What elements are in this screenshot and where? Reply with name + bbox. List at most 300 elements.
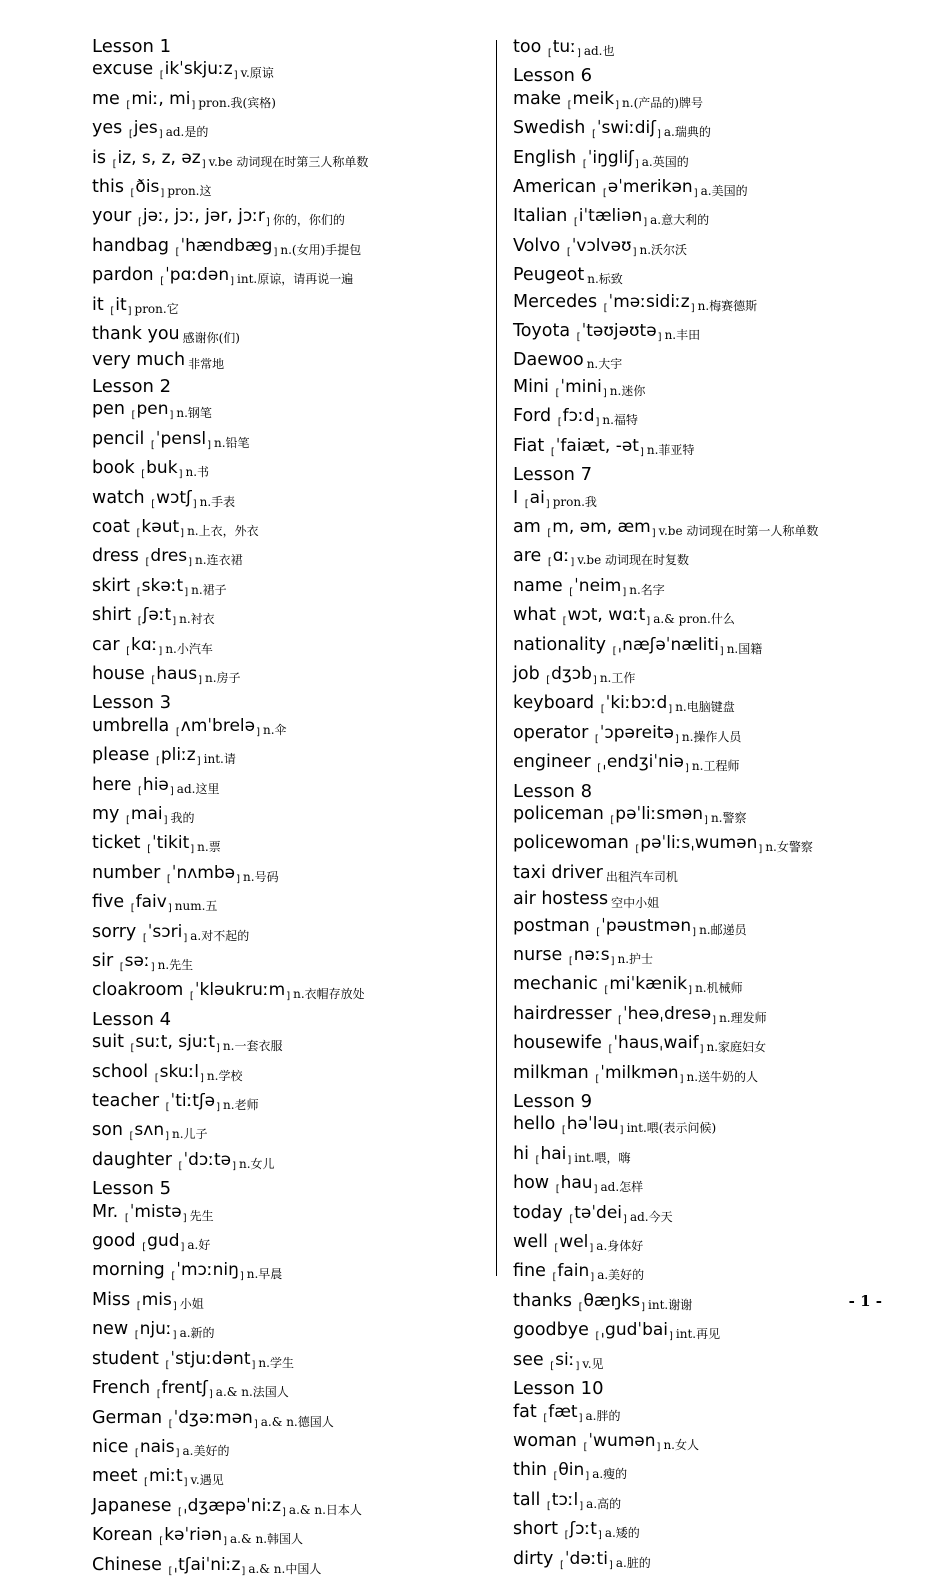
- vocab-meaning: pron.这: [167, 184, 212, 199]
- vocab-phonetic: [ kɑː ]: [125, 635, 162, 655]
- vocab-entry: [513, 1548, 933, 1577]
- column-divider: [496, 40, 497, 1276]
- vocab-meaning: n.菲亚特: [646, 442, 695, 457]
- vocab-meaning: n.电脑键盘: [675, 700, 735, 715]
- vocab-phonetic: [ faiv ]: [130, 892, 172, 912]
- vocab-word: skirt: [92, 575, 131, 596]
- vocab-entry: [513, 1260, 933, 1289]
- vocab-entry: [513, 1172, 933, 1201]
- vocab-entry: [513, 1401, 933, 1430]
- vocab-entry: [92, 921, 492, 950]
- vocab-meaning: n.女警察: [765, 840, 813, 855]
- vocab-word: nurse: [513, 945, 563, 965]
- vocab-meaning: v.原谅: [240, 66, 274, 81]
- vocab-entry: [92, 487, 492, 516]
- vocab-word: woman: [513, 1430, 577, 1451]
- lesson-heading: Lesson 4: [92, 1008, 172, 1030]
- vocab-entry: [92, 1495, 492, 1524]
- vocab-word: well: [513, 1232, 548, 1253]
- vocab-phonetic: [ meik ]: [567, 89, 619, 109]
- vocab-word: meet: [92, 1466, 138, 1487]
- vocab-entry: [92, 891, 492, 920]
- vocab-entry: [513, 1032, 933, 1061]
- vocab-word: very much: [92, 350, 186, 371]
- vocab-entry: [513, 176, 933, 205]
- vocab-entry: [92, 803, 492, 832]
- vocab-meaning: 你的，你们的: [272, 213, 345, 228]
- vocab-meaning: n.标致: [587, 272, 623, 287]
- vocab-meaning: a.& n.法国人: [215, 1385, 289, 1400]
- vocab-phonetic: [ buk ]: [140, 458, 182, 478]
- vocab-word: car: [92, 634, 120, 655]
- vocab-phonetic: [ ˈkləukruːm ]: [189, 980, 290, 1000]
- vocab-word: Fiat: [513, 435, 545, 456]
- vocab-meaning: 出租汽车司机: [605, 869, 678, 884]
- vocab-entry: [92, 1318, 492, 1347]
- vocab-entry: [513, 832, 933, 861]
- vocab-word: cloakroom: [92, 980, 184, 1001]
- vocab-phonetic: [ mai ]: [125, 804, 168, 824]
- vocab-word: daughter: [92, 1149, 172, 1170]
- vocab-meaning: a.新的: [179, 1326, 215, 1341]
- vocab-word: nice: [92, 1436, 129, 1457]
- vocabulary-column-left: [92, 36, 492, 1583]
- vocab-entry: [92, 545, 492, 574]
- vocab-word: yes: [92, 118, 123, 139]
- vocab-word: here: [92, 774, 132, 795]
- vocab-phonetic: [ ˈpɑːdən ]: [159, 265, 234, 285]
- vocab-word: hello: [513, 1114, 556, 1135]
- vocab-word: student: [92, 1348, 159, 1369]
- vocab-word: are: [513, 546, 542, 567]
- vocab-word: today: [513, 1202, 563, 1223]
- vocab-entry: [92, 604, 492, 633]
- vocab-phonetic: [ wel ]: [553, 1232, 593, 1252]
- vocab-entry: [92, 1524, 492, 1553]
- vocab-meaning: int.喂(表示问候): [626, 1121, 717, 1136]
- lesson-heading: Lesson 8: [513, 780, 593, 802]
- vocab-meaning: a.英国的: [641, 154, 689, 169]
- vocab-word: mechanic: [513, 974, 598, 995]
- vocab-entry: [92, 176, 492, 205]
- vocab-meaning: n.票: [197, 840, 221, 855]
- vocab-entry: [92, 235, 492, 264]
- vocab-phonetic: [ ikˈskjuːz ]: [159, 59, 238, 79]
- vocab-meaning: a.意大利的: [650, 213, 710, 228]
- vocab-entry: [513, 291, 933, 320]
- vocab-phonetic: [ nais ]: [134, 1437, 180, 1457]
- vocab-entry: [92, 979, 492, 1008]
- vocab-word: son: [92, 1120, 123, 1141]
- vocab-meaning: a.对不起的: [190, 928, 250, 943]
- vocab-entry: [513, 1143, 933, 1172]
- vocab-entry: [92, 205, 492, 234]
- vocab-meaning: n.沃尔沃: [639, 242, 688, 257]
- vocab-meaning: n.老师: [223, 1098, 259, 1113]
- vocab-word: Japanese: [92, 1495, 172, 1516]
- vocab-entry: [513, 1459, 933, 1488]
- vocab-entry: [92, 1230, 492, 1259]
- vocab-meaning: 我的: [170, 810, 195, 825]
- vocab-meaning: n.梅赛德斯: [697, 298, 758, 313]
- vocab-word: five: [92, 892, 125, 913]
- vocab-phonetic: [ njuː ]: [134, 1319, 177, 1339]
- vocab-meaning: a.脏的: [615, 1555, 651, 1570]
- vocab-word: my: [92, 803, 120, 824]
- vocab-phonetic: [ hau ]: [555, 1173, 598, 1193]
- vocab-meaning: int.谢谢: [648, 1297, 693, 1312]
- vocab-phonetic: [ ˈdəːti ]: [559, 1549, 613, 1569]
- vocab-entry: [92, 58, 492, 87]
- vocab-phonetic: [ ˈwumən ]: [582, 1431, 660, 1451]
- vocab-meaning: pron.它: [134, 301, 179, 316]
- vocab-phonetic: [ kəˈriən ]: [158, 1525, 227, 1545]
- vocab-phonetic: [ tɔːl ]: [546, 1490, 583, 1510]
- vocab-phonetic: [ ʃəːt ]: [137, 605, 176, 625]
- vocab-phonetic: [ jəː, jɔː, jər, jɔːr ]: [137, 206, 270, 226]
- vocab-word: your: [92, 206, 132, 227]
- vocab-word: it: [92, 294, 104, 315]
- vocab-entry: [513, 264, 933, 290]
- vocab-meaning: ad.怎样: [600, 1180, 644, 1195]
- vocab-phonetic: [ ʃɔːt ]: [564, 1519, 602, 1539]
- vocab-word: hairdresser: [513, 1003, 612, 1024]
- vocab-phonetic: [ miːt ]: [143, 1466, 188, 1486]
- vocab-phonetic: [ pliːz ]: [155, 745, 201, 765]
- vocab-phonetic: [ ˈswiːdiʃ ]: [591, 118, 661, 138]
- vocab-phonetic: [ ˈmistə ]: [124, 1202, 187, 1222]
- vocab-meaning: n.国籍: [726, 641, 763, 656]
- vocab-word: pardon: [92, 265, 154, 286]
- vocab-meaning: n.手表: [199, 494, 236, 509]
- vocab-phonetic: [ ɑː ]: [547, 546, 574, 566]
- vocab-meaning: a.瑞典的: [663, 125, 711, 140]
- vocab-meaning: a.& n.德国人: [260, 1414, 334, 1429]
- vocab-entry: [92, 294, 492, 323]
- vocab-phonetic: [ siː ]: [549, 1350, 579, 1370]
- vocab-phonetic: [ frentʃ ]: [156, 1378, 213, 1398]
- vocab-meaning: n.送牛奶的人: [686, 1069, 759, 1084]
- lesson-heading: Lesson 10: [513, 1378, 604, 1400]
- vocab-word: number: [92, 862, 161, 883]
- vocab-meaning: n.大宇: [586, 357, 623, 372]
- vocab-phonetic: [ ˈstjuːdənt ]: [164, 1349, 255, 1369]
- vocab-meaning: n.儿子: [172, 1127, 208, 1142]
- vocab-entry: [92, 1090, 492, 1119]
- vocab-phonetic: [ ˈmini ]: [555, 377, 607, 397]
- vocab-word: what: [513, 605, 556, 626]
- vocab-entry: [513, 36, 933, 65]
- vocab-word: ticket: [92, 833, 141, 854]
- vocab-word: Italian: [513, 206, 568, 227]
- vocab-entry: [513, 1113, 933, 1142]
- vocab-word: see: [513, 1349, 544, 1370]
- vocab-word: shirt: [92, 605, 132, 626]
- vocab-entry: [92, 264, 492, 293]
- vocab-meaning: n.机械师: [695, 981, 743, 996]
- vocab-word: make: [513, 88, 562, 109]
- vocab-meaning: n.学校: [206, 1068, 243, 1083]
- vocab-entry: [92, 147, 492, 176]
- vocab-entry: [513, 1319, 933, 1348]
- vocab-entry: [92, 349, 492, 375]
- vocab-meaning: v.见: [582, 1356, 604, 1371]
- lesson-heading: Lesson 6: [513, 65, 593, 87]
- vocab-meaning: n.连衣裙: [195, 553, 243, 568]
- vocab-word: Peugeot: [513, 265, 585, 286]
- vocab-word: taxi driver: [513, 862, 603, 883]
- vocab-entry: [513, 604, 933, 633]
- vocab-entry: [92, 323, 492, 349]
- lesson-heading: Lesson 2: [92, 375, 172, 397]
- vocab-meaning: ad.是的: [165, 125, 209, 140]
- vocab-word: pencil: [92, 428, 145, 449]
- vocab-meaning: int.请: [203, 752, 236, 767]
- vocab-word: thanks: [513, 1290, 573, 1311]
- vocab-word: school: [92, 1061, 149, 1082]
- vocab-phonetic: [ fain ]: [551, 1261, 594, 1281]
- vocab-phonetic: [ miː, mi ]: [125, 89, 195, 109]
- vocab-meaning: n.迷你: [609, 383, 646, 398]
- vocab-entry: [513, 376, 933, 405]
- vocab-phonetic: [ ˌnæʃəˈnæliti ]: [612, 635, 724, 655]
- vocab-word: me: [92, 88, 120, 109]
- vocab-entry: [92, 1119, 492, 1148]
- vocab-meaning: a.美国的: [700, 184, 748, 199]
- vocab-phonetic: [ ˌgudˈbai ]: [594, 1320, 672, 1340]
- vocab-entry: [92, 1201, 492, 1230]
- vocab-entry: [513, 516, 933, 545]
- vocab-entry: [92, 744, 492, 773]
- vocab-meaning: a.矮的: [604, 1526, 640, 1541]
- vocab-meaning: n.丰田: [664, 328, 701, 343]
- vocab-word: too: [513, 37, 542, 57]
- vocab-word: watch: [92, 487, 145, 508]
- vocab-entry: [92, 1259, 492, 1288]
- vocab-entry: [513, 235, 933, 264]
- vocab-meaning: n.上衣，外衣: [187, 523, 259, 538]
- vocab-word: dirty: [513, 1548, 554, 1569]
- vocab-meaning: n.护士: [617, 952, 654, 966]
- vocab-meaning: a.& n.中国人: [248, 1561, 322, 1576]
- vocab-meaning: n.女人: [663, 1437, 699, 1452]
- vocab-phonetic: [ skəːt ]: [136, 576, 188, 596]
- vocab-word: thank you: [92, 324, 180, 345]
- vocab-meaning: 非常地: [188, 357, 225, 372]
- vocab-entry: [513, 320, 933, 349]
- vocab-meaning: ad.这里: [176, 781, 220, 796]
- vocab-phonetic: [ θin ]: [552, 1460, 589, 1480]
- lesson-heading: Lesson 1: [92, 36, 172, 57]
- vocab-word: pen: [92, 399, 125, 420]
- vocab-word: engineer: [513, 752, 591, 773]
- vocab-phonetic: [ ˌendʒiˈniə ]: [596, 752, 689, 772]
- vocab-meaning: n.书: [185, 465, 210, 480]
- vocab-phonetic: [ wɔtʃ ]: [150, 488, 196, 508]
- vocab-entry: [92, 88, 492, 117]
- vocab-entry: [92, 516, 492, 545]
- vocab-phonetic: [ ˈtiːtʃə ]: [165, 1091, 220, 1111]
- vocab-entry: [513, 1518, 933, 1547]
- vocab-meaning: 小姐: [179, 1296, 204, 1311]
- vocab-word: hi: [513, 1143, 529, 1164]
- vocab-word: job: [513, 663, 540, 684]
- vocab-word: Mini: [513, 376, 549, 397]
- vocab-entry: [513, 862, 933, 888]
- vocab-word: nationality: [513, 634, 607, 655]
- vocab-phonetic: [ ˈɔpəreitə ]: [594, 723, 679, 743]
- vocab-phonetic: [ hiə ]: [137, 775, 174, 795]
- vocab-phonetic: [ gud ]: [141, 1231, 184, 1251]
- vocab-meaning: n.裙子: [191, 582, 227, 597]
- vocab-meaning: n.早晨: [246, 1267, 283, 1282]
- vocab-phonetic: [ ai ]: [524, 488, 550, 508]
- page-number: - 1 -: [848, 1292, 882, 1310]
- vocab-entry: [92, 862, 492, 891]
- vocab-phonetic: [ pəˈliːsmən ]: [609, 804, 708, 824]
- vocab-phonetic: [ ˈneim ]: [568, 576, 626, 596]
- lesson-heading: Lesson 9: [513, 1091, 593, 1113]
- vocab-entry: [92, 1289, 492, 1318]
- vocab-phonetic: [ ˈiŋgliʃ ]: [582, 148, 639, 168]
- vocab-entry: [513, 1202, 933, 1231]
- vocab-word: operator: [513, 722, 589, 743]
- vocab-word: sir: [92, 951, 114, 971]
- vocab-meaning: n.伞: [263, 722, 287, 737]
- vocab-meaning: a.& n.日本人: [288, 1502, 362, 1517]
- vocab-meaning: n.先生: [157, 958, 194, 972]
- vocab-entry: [513, 722, 933, 751]
- vocab-entry: [513, 349, 933, 375]
- vocab-entry: [92, 950, 492, 979]
- vocab-meaning: v.be 动词现在时第一人称单数: [658, 523, 819, 538]
- vocab-entry: [92, 1465, 492, 1494]
- vocab-phonetic: [ dʒɔb ]: [545, 664, 597, 684]
- vocab-meaning: n.福特: [602, 413, 638, 428]
- vocab-entry: [513, 973, 933, 1002]
- vocab-phonetic: [ iˈtæliən ]: [573, 206, 647, 226]
- vocab-word: good: [92, 1231, 136, 1252]
- vocab-entry: [513, 205, 933, 234]
- vocab-word: dress: [92, 546, 139, 567]
- vocab-phonetic: [ mis ]: [136, 1290, 177, 1310]
- vocab-entry: [513, 692, 933, 721]
- vocab-phonetic: [ ˈnʌmbə ]: [166, 863, 240, 883]
- vocab-phonetic: [ ˈtəʊjəʊtə ]: [576, 321, 662, 341]
- vocab-word: Swedish: [513, 118, 586, 139]
- vocab-word: name: [513, 575, 563, 596]
- vocab-phonetic: [ təˈdei ]: [568, 1203, 627, 1223]
- vocab-word: Miss: [92, 1289, 131, 1310]
- vocab-word: postman: [513, 915, 590, 936]
- vocab-meaning: n.一套衣服: [222, 1039, 283, 1054]
- vocab-phonetic: [ ˈpensl ]: [150, 429, 211, 449]
- vocab-entry: [513, 117, 933, 146]
- vocab-meaning: n.家庭妇女: [706, 1040, 767, 1055]
- vocab-meaning: 空中小姐: [611, 896, 660, 911]
- vocab-word: Mr.: [92, 1201, 119, 1222]
- vocab-phonetic: [ ˌdʒæpəˈniːz ]: [177, 1496, 286, 1516]
- vocab-phonetic: [ m, əm, æm ]: [546, 517, 655, 537]
- vocab-meaning: a.胖的: [585, 1408, 621, 1423]
- vocab-phonetic: [ həˈləu ]: [561, 1114, 624, 1134]
- vocab-meaning: a.& pron.什么: [653, 612, 735, 627]
- vocab-phonetic: [ kəut ]: [136, 517, 185, 537]
- vocab-entry: [92, 663, 492, 692]
- vocab-entry: [513, 1231, 933, 1260]
- vocab-meaning: n.房子: [205, 670, 241, 685]
- vocab-entry: [92, 457, 492, 486]
- vocab-phonetic: [ nəːs ]: [568, 945, 615, 965]
- vocab-word: am: [513, 516, 541, 537]
- vocab-meaning: n.名字: [629, 582, 665, 597]
- vocab-word: Mercedes: [513, 291, 598, 312]
- vocab-phonetic: [ ˈdʒəːmən ]: [168, 1408, 258, 1428]
- vocab-word: milkman: [513, 1062, 589, 1083]
- vocab-meaning: n.号码: [243, 869, 279, 884]
- vocab-meaning: a.& n.韩国人: [230, 1532, 304, 1547]
- vocab-meaning: a.好: [187, 1238, 211, 1253]
- vocab-entry: [513, 1062, 933, 1091]
- vocab-entry: [513, 663, 933, 692]
- vocab-word: Korean: [92, 1525, 153, 1546]
- vocab-meaning: num.五: [174, 899, 218, 914]
- vocab-word: sorry: [92, 921, 137, 942]
- vocab-meaning: ad.也: [583, 44, 615, 58]
- vocab-word: American: [513, 177, 597, 198]
- vocab-phonetic: [ ˌtʃaiˈniːz ]: [168, 1555, 246, 1575]
- vocab-word: book: [92, 458, 135, 479]
- vocab-word: new: [92, 1319, 129, 1340]
- vocab-entry: [513, 88, 933, 117]
- vocab-phonetic: [ ʌmˈbrelə ]: [175, 716, 260, 736]
- vocab-phonetic: [ ˈhausˌwaif ]: [607, 1033, 703, 1053]
- vocab-entry: [513, 888, 933, 914]
- vocab-entry: [92, 398, 492, 427]
- vocab-word: fine: [513, 1261, 546, 1282]
- vocab-word: English: [513, 147, 577, 168]
- vocab-entry: [92, 428, 492, 457]
- vocab-meaning: a.美好的: [182, 1443, 230, 1458]
- vocab-phonetic: [ miˈkænik ]: [603, 974, 692, 994]
- vocab-word: policeman: [513, 803, 604, 824]
- lesson-heading: Lesson 5: [92, 1178, 172, 1200]
- vocab-phonetic: [ ˈkiːbɔːd ]: [600, 693, 672, 713]
- vocab-phonetic: [ dres ]: [145, 546, 193, 566]
- vocab-meaning: v.be 动词现在时第三人称单数: [208, 154, 369, 169]
- vocab-meaning: a.身体好: [596, 1239, 644, 1254]
- vocab-entry: [513, 1430, 933, 1459]
- vocab-meaning: n.(女用)手提包: [280, 242, 362, 257]
- vocab-phonetic: [ fæt ]: [542, 1402, 582, 1422]
- vocab-meaning: n.衣帽存放处: [293, 987, 365, 1002]
- vocab-word: Daewoo: [513, 350, 584, 371]
- vocab-word: how: [513, 1173, 550, 1194]
- vocab-meaning: n.工程师: [691, 759, 740, 774]
- vocab-phonetic: [ tuː ]: [547, 37, 581, 57]
- vocab-word: air hostess: [513, 889, 609, 910]
- vocab-entry: [92, 715, 492, 744]
- vocab-entry: [92, 1554, 492, 1583]
- vocab-entry: [92, 1031, 492, 1060]
- vocab-phonetic: [ ˈhændbæg ]: [175, 236, 278, 256]
- vocab-phonetic: [ ˈfaiæt, -ət ]: [550, 436, 644, 456]
- vocab-entry: [513, 1489, 933, 1518]
- vocab-word: goodbye: [513, 1320, 589, 1341]
- vocab-entry: [92, 1407, 492, 1436]
- vocab-entry: [92, 1377, 492, 1406]
- vocab-entry: [92, 634, 492, 663]
